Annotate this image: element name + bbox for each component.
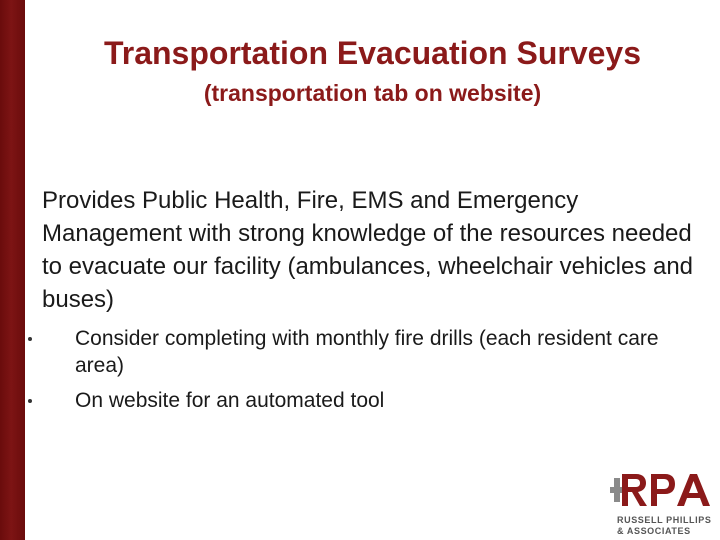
- logo-company-line2: & ASSOCIATES: [617, 526, 691, 536]
- bullet-dot-icon: [28, 399, 32, 403]
- bullet-list: [28, 325, 708, 422]
- bullet-item: [28, 387, 708, 414]
- slide-title: Transportation Evacuation Surveys: [103, 35, 642, 71]
- logo-company-line1: RUSSELL PHILLIPS: [617, 515, 712, 525]
- body-paragraph: Provides Public Health, Fire, EMS and Emergency Management with strong knowledge of the resources needed to evacuate our facility (ambulances, wheelchair vehicles and buses): [42, 187, 694, 313]
- bullet-dot-icon: [28, 337, 32, 341]
- slide-subtitle: (transportation tab on website): [203, 80, 542, 106]
- logo-letter-r: [622, 474, 647, 506]
- rpa-logo: [610, 470, 720, 540]
- bullet-text: Consider completing with monthly fire drills (each resident care area): [75, 327, 659, 377]
- bullet-item: [28, 325, 708, 379]
- logo-letter-p: [651, 474, 675, 506]
- rpa-logo-mark: [610, 470, 715, 510]
- left-accent-bar: [0, 0, 25, 540]
- logo-letter-a: [677, 474, 710, 506]
- cross-icon: [610, 478, 624, 502]
- bullet-text: On website for an automated tool: [75, 389, 385, 412]
